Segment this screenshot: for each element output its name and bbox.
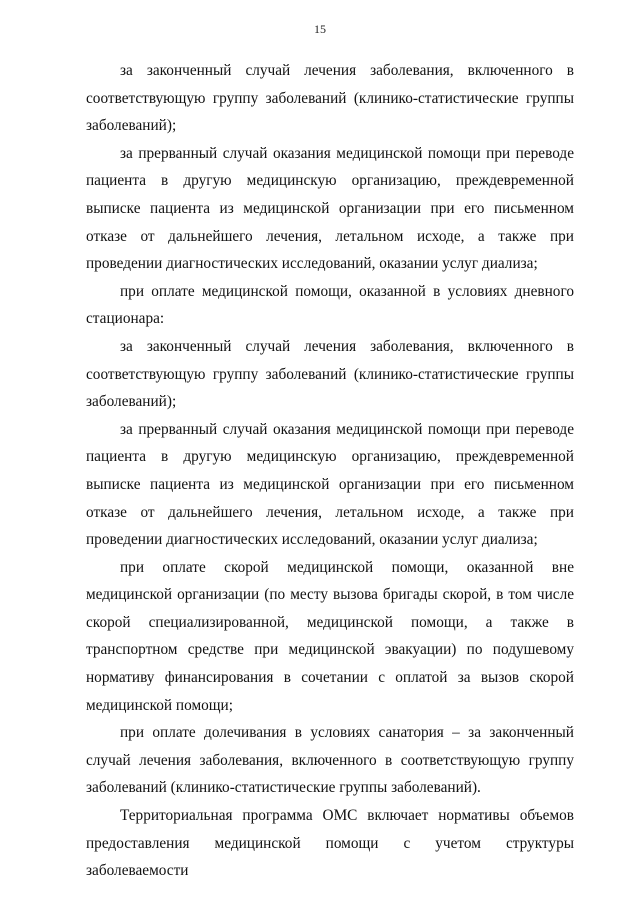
paragraph-interrupted-case-hospital: за прерванный случай оказания медицинской помощи при переводе пациента в другую медицинскую организацию, преждевременной выписке пациента из медицинской организации при его письменном отказе от дальнейшего лечения, летальном исходе, а также при проведении диагностических исследований, оказании услуг диализа;	[86, 144, 574, 273]
paragraph-completed-case-day-hospital: за законченный случай лечения заболевания, включенного в соответствующую группу заболеваний (клинико-статистические группы заболеваний);	[86, 337, 574, 411]
paragraph-interrupted-case-day-hospital: за прерванный случай оказания медицинской помощи при переводе пациента в другую медицинскую организацию, преждевременной выписке пациента из медицинской организации при его письменном отказе от дальнейшего лечения, летальном исходе, а также при проведении диагностических исследований, оказании услуг диализа;	[86, 420, 574, 549]
paragraph-day-hospital-payment: при оплате медицинской помощи, оказанной в условиях дневного стационара:	[86, 282, 574, 328]
paragraph-sanatorium-aftercare: при оплате долечивания в условиях санатория – за законченный случай лечения заболевания, включенного в соответствующую группу заболеваний (клинико-статистические группы заболеваний).	[86, 724, 574, 797]
paragraph-emergency-care-payment: при оплате скорой медицинской помощи, оказанной вне медицинской организации (по месту вызова бригады скорой, в том числе скорой специализированной, медицинской помощи, а также в транспортном средстве при медицинской эвакуации) по подушевому нормативу финансирования в сочетании с оплатой за вызов скорой медицинской помощи;	[86, 558, 574, 714]
document-body	[86, 57, 574, 885]
page-number: 15	[314, 22, 326, 36]
paragraph-territorial-program: Территориальная программа ОМС включает нормативы объемов предоставления медицинской помощи с учетом структуры заболеваемости	[86, 807, 574, 880]
paragraph-completed-case-hospital: за законченный случай лечения заболевания, включенного в соответствующую группу заболеваний (клинико-статистические группы заболеваний);	[86, 62, 574, 135]
